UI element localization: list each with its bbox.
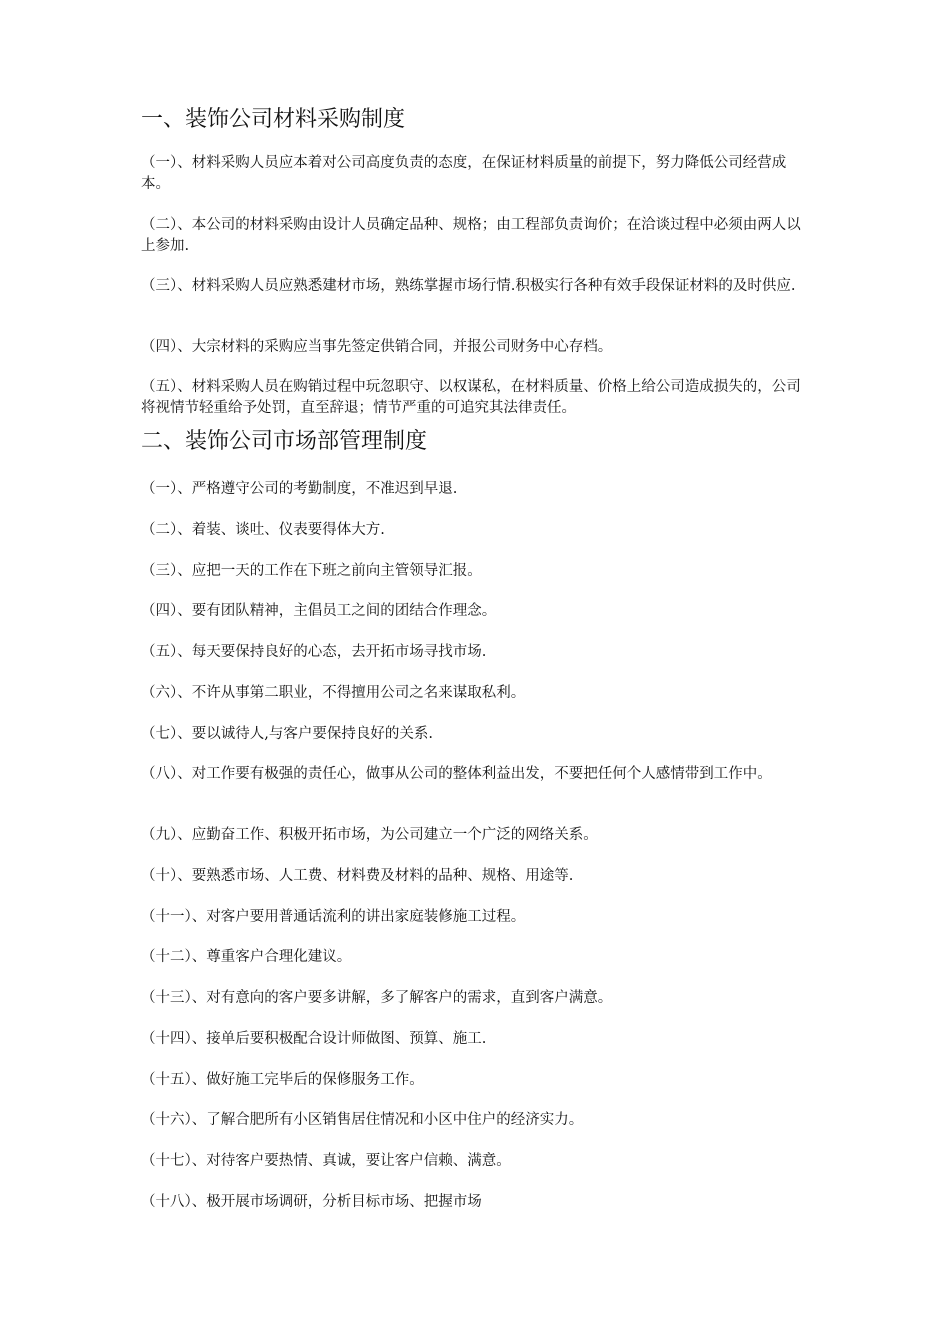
purchasing-rule-2: （二）、本公司的材料采购由设计人员确定品种、规格；由工程部负责询价；在洽谈过程中必须由两人以上参加. (141, 217, 801, 254)
marketing-rule-13: （十三）、对有意向的客户要多讲解，多了解客户的需求，直到客户满意。 (141, 990, 613, 1006)
marketing-rule-12: （十二）、尊重客户合理化建议。 (141, 949, 352, 965)
marketing-rule-10: （十）、要熟悉市场、人工费、材料费及材料的品种、规格、用途等. (141, 868, 574, 884)
purchasing-rule-5: （五）、材料采购人员在购销过程中玩忽职守、以权谋私，在材料质量、价格上给公司造成损失的，公司将视情节轻重给予处罚，直至辞退；情节严重的可追究其法律责任。 (141, 379, 801, 416)
marketing-rule-6: （六）、不许从事第二职业，不得擅用公司之名来谋取私利。 (141, 685, 526, 701)
purchasing-rule-3: （三）、材料采购人员应熟悉建材市场，熟练掌握市场行情.积极实行各种有效手段保证材料的及时供应. (141, 278, 796, 294)
marketing-rule-4: （四）、要有团队精神，主倡员工之间的团结合作理念。 (141, 603, 497, 619)
purchasing-rule-4: （四）、大宗材料的采购应当事先签定供销合同，并报公司财务中心存档。 (141, 339, 613, 355)
marketing-rule-3: （三）、应把一天的工作在下班之前向主管领导汇报。 (141, 563, 482, 579)
marketing-rule-17: （十七）、对待客户要热情、真诚，要让客户信赖、满意。 (141, 1153, 511, 1169)
marketing-rule-1: （一）、严格遵守公司的考勤制度，不准迟到早退. (141, 481, 458, 497)
marketing-rule-2: （二）、着装、谈吐、仪表要得体大方. (141, 522, 385, 538)
marketing-rule-5: （五）、每天要保持良好的心态，去开拓市场寻找市场. (141, 644, 487, 660)
marketing-rule-16: （十六）、了解合肥所有小区销售居住情况和小区中住户的经济实力。 (141, 1112, 584, 1128)
marketing-rule-11: （十一）、对客户要用普通话流利的讲出家庭装修施工过程。 (141, 909, 526, 925)
marketing-rule-15: （十五）、做好施工完毕后的保修服务工作。 (141, 1072, 424, 1088)
marketing-rule-14: （十四）、接单后要积极配合设计师做图、预算、施工. (141, 1031, 487, 1047)
marketing-rule-9: （九）、应勤奋工作、积极开拓市场，为公司建立一个广泛的网络关系。 (141, 827, 598, 843)
marketing-rule-18: （十八）、极开展市场调研，分析目标市场、把握市场 (141, 1194, 482, 1210)
purchasing-rule-1: （一）、材料采购人员应本着对公司高度负责的态度，在保证材料质量的前提下，努力降低公司经营成本。 (141, 155, 787, 192)
section-title-purchasing: 一、装饰公司材料采购制度 (141, 107, 406, 132)
marketing-rule-8: （八）、对工作要有极强的责任心，做事从公司的整体利益出发，不要把任何个人感情带到工作中。 (141, 766, 772, 782)
section-title-marketing: 二、装饰公司市场部管理制度 (141, 429, 428, 454)
marketing-rule-7: （七）、要以诚待人,与客户要保持良好的关系. (141, 726, 433, 742)
